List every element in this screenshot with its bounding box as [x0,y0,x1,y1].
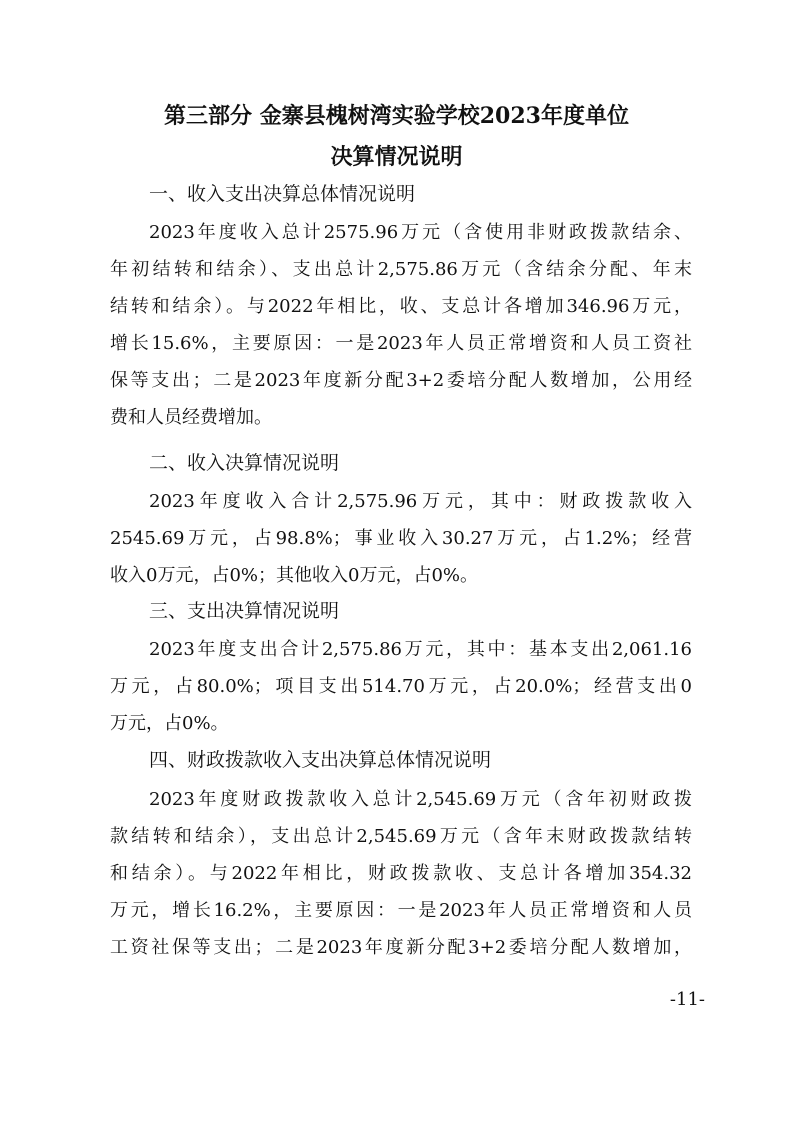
paragraph-line: 款结转和结余），支出总计2,545.69万元（含年末财政拨款结转 [110,826,692,847]
paragraph-line: 年初结转和结余）、支出总计2,575.86万元（含结余分配、年末 [110,259,692,280]
section-1-heading: 一、收入支出决算总体情况说明 [149,183,416,205]
paragraph-line: 费和人员经费增加。 [110,407,272,428]
paragraph-line: 增长15.6%，主要原因：一是2023年人员正常增资和人员工资社 [110,333,692,354]
paragraph-line: 保等支出；二是2023年度新分配3+2委培分配人数增加，公用经 [110,370,692,391]
paragraph-line: 万元，占0%。 [110,713,229,734]
paragraph-line: 2023年度支出合计2,575.86万元，其中：基本支出2,061.16 [149,639,692,660]
paragraph-line: 收入0万元，占0%；其他收入0万元，占0%。 [110,565,479,586]
paragraph-line: 万元，占80.0%；项目支出514.70万元，占20.0%；经营支出0 [110,676,692,697]
section-2-paragraph [110,483,692,594]
paragraph-line: 2023年度收入总计2575.96万元（含使用非财政拨款结余、 [149,222,692,243]
section-3-heading: 三、支出决算情况说明 [149,600,340,622]
section-4-heading: 四、财政拨款收入支出决算总体情况说明 [149,749,492,771]
paragraph-line: 和结余）。与2022年相比，财政拨款收、支总计各增加354.32 [110,863,692,884]
paragraph-line: 2023年度财政拨款收入总计2,545.69万元（含年初财政拨 [149,789,692,810]
document-title-line-1: 第三部分 金寨县槐树湾实验学校2023年度单位 [164,103,629,129]
paragraph-line: 2545.69万元，占98.8%；事业收入30.27万元，占1.2%；经营 [110,528,692,549]
section-3-paragraph [110,631,692,742]
document-title-line-2: 决算情况说明 [330,144,463,170]
section-4-paragraph [110,781,692,966]
paragraph-line: 2023年度收入合计2,575.96万元，其中：财政拨款收入 [149,491,692,512]
paragraph-line: 工资社保等支出；二是2023年度新分配3+2委培分配人数增加， [110,937,692,958]
paragraph-line: 结转和结余）。与2022年相比，收、支总计各增加346.96万元， [110,296,692,317]
paragraph-line: 万元，增长16.2%，主要原因：一是2023年人员正常增资和人员 [110,900,692,921]
section-2-heading: 二、收入决算情况说明 [149,452,340,474]
page-number: -11- [669,989,705,1010]
section-1-paragraph [110,214,692,436]
